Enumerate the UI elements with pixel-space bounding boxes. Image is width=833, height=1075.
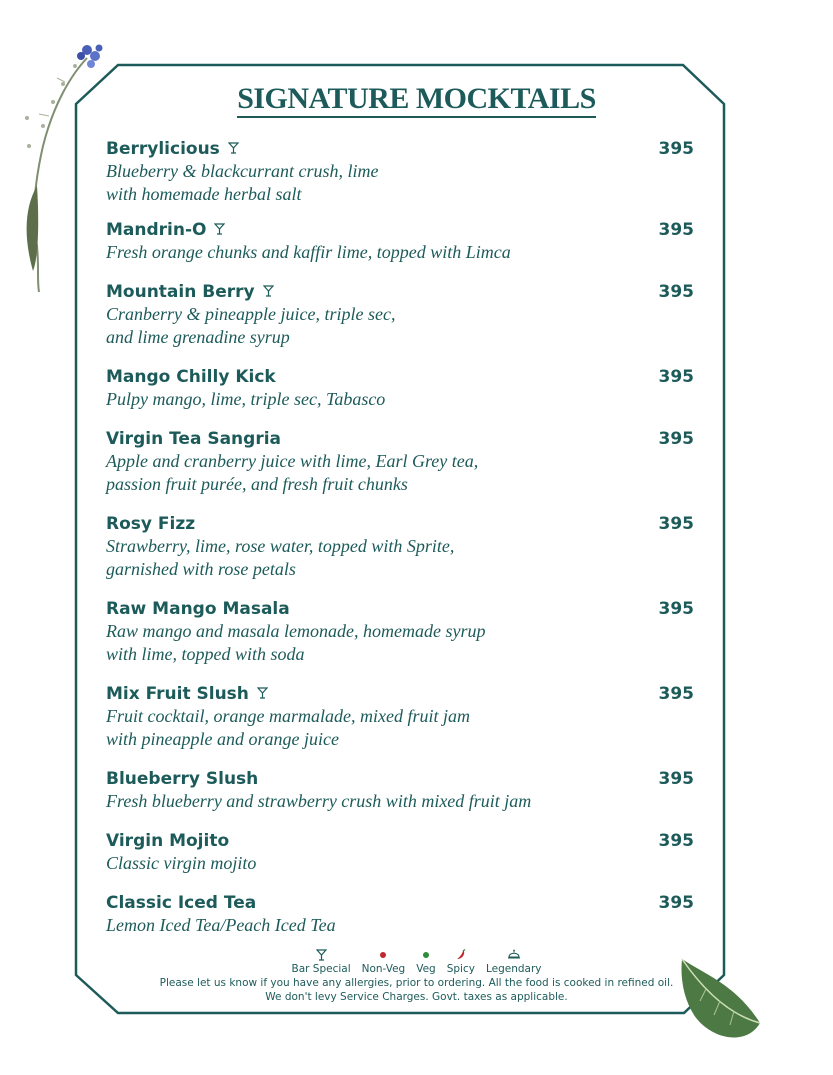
cocktail-glass-icon: [316, 946, 327, 963]
item-description: Classic virgin mojito: [106, 853, 257, 873]
allergy-note: Please let us know if you have any allergies, prior to ordering. All the food is cooked in refined oil.: [159, 977, 674, 989]
item-price: 395: [658, 893, 694, 913]
menu-item: [106, 281, 694, 349]
item-name: Virgin Tea Sangria: [106, 429, 282, 449]
item-price: 395: [658, 599, 694, 619]
item-name: Classic Iced Tea: [106, 893, 257, 913]
item-name: Virgin Mojito: [106, 831, 230, 851]
item-price: 395: [658, 220, 694, 240]
item-price: 395: [658, 769, 694, 789]
item-name: Blueberry Slush: [106, 769, 259, 789]
floral-sprig-icon: [15, 36, 115, 296]
item-price: 395: [658, 139, 694, 159]
legend-label: Veg: [416, 963, 436, 975]
menu-item: [106, 138, 694, 206]
item-description: Blueberry & blackcurrant crush, lime with homemade herbal salt: [106, 161, 379, 204]
cloche-icon: [507, 946, 521, 963]
item-description: Fresh blueberry and strawberry crush with mixed fruit jam: [106, 791, 532, 811]
legend-label: Spicy: [446, 963, 475, 975]
item-description: Fresh orange chunks and kaffir lime, topped with Limca: [106, 242, 511, 262]
item-price: 395: [658, 684, 694, 704]
menu-item: [106, 513, 694, 581]
menu-item: [106, 683, 694, 751]
item-name: Mandrin-O: [106, 220, 207, 240]
item-description: Raw mango and masala lemonade, homemade syrup with lime, topped with soda: [106, 621, 486, 664]
menu-item: [106, 892, 694, 937]
legend-item: [486, 946, 542, 975]
cocktail-glass-icon: [214, 219, 225, 241]
legend-item: [362, 946, 406, 975]
menu-item: [106, 598, 694, 666]
cocktail-glass-icon: [257, 683, 268, 705]
item-name: Mix Fruit Slush: [106, 684, 249, 704]
menu-item: [106, 830, 694, 875]
item-description: Pulpy mango, lime, triple sec, Tabasco: [106, 389, 386, 409]
tax-note: We don't levy Service Charges. Govt. taxes as applicable.: [265, 991, 568, 1003]
menu-item: [106, 428, 694, 496]
item-price: 395: [658, 831, 694, 851]
item-name: Mountain Berry: [106, 282, 255, 302]
legend-label: Bar Special: [291, 963, 351, 975]
green-dot-icon: [422, 946, 430, 963]
item-description: Fruit cocktail, orange marmalade, mixed fruit jam with pineapple and orange juice: [106, 706, 470, 749]
legend-label: Legendary: [485, 963, 542, 975]
footer-notes: [0, 976, 833, 1004]
item-price: 395: [658, 367, 694, 387]
item-name: Raw Mango Masala: [106, 599, 290, 619]
item-description: Cranberry & pineapple juice, triple sec, and lime grenadine syrup: [106, 304, 396, 347]
legend: [0, 946, 833, 975]
menu-title-text: SIGNATURE MOCKTAILS: [237, 82, 596, 118]
cocktail-glass-icon: [263, 281, 274, 303]
red-dot-icon: [379, 946, 387, 963]
item-price: 395: [658, 514, 694, 534]
menu-item: [106, 219, 694, 264]
item-description: Apple and cranberry juice with lime, Earl Grey tea, passion fruit purée, and fresh fruit chunks: [106, 451, 479, 494]
item-price: 395: [658, 282, 694, 302]
item-price: 395: [658, 429, 694, 449]
chilli-icon: [455, 946, 467, 963]
legend-item: [291, 946, 350, 975]
menu-item: [106, 366, 694, 411]
item-name: Mango Chilly Kick: [106, 367, 276, 387]
item-description: Lemon Iced Tea/Peach Iced Tea: [106, 915, 336, 935]
item-name: Rosy Fizz: [106, 514, 196, 534]
item-description: Strawberry, lime, rose water, topped with Sprite, garnished with rose petals: [106, 536, 455, 579]
legend-label: Non-Veg: [361, 963, 406, 975]
item-name: Berrylicious: [106, 139, 220, 159]
legend-item: [447, 946, 475, 975]
legend-item: [416, 946, 436, 975]
cocktail-glass-icon: [228, 138, 239, 160]
menu-item: [106, 768, 694, 813]
menu-title: [0, 80, 833, 118]
